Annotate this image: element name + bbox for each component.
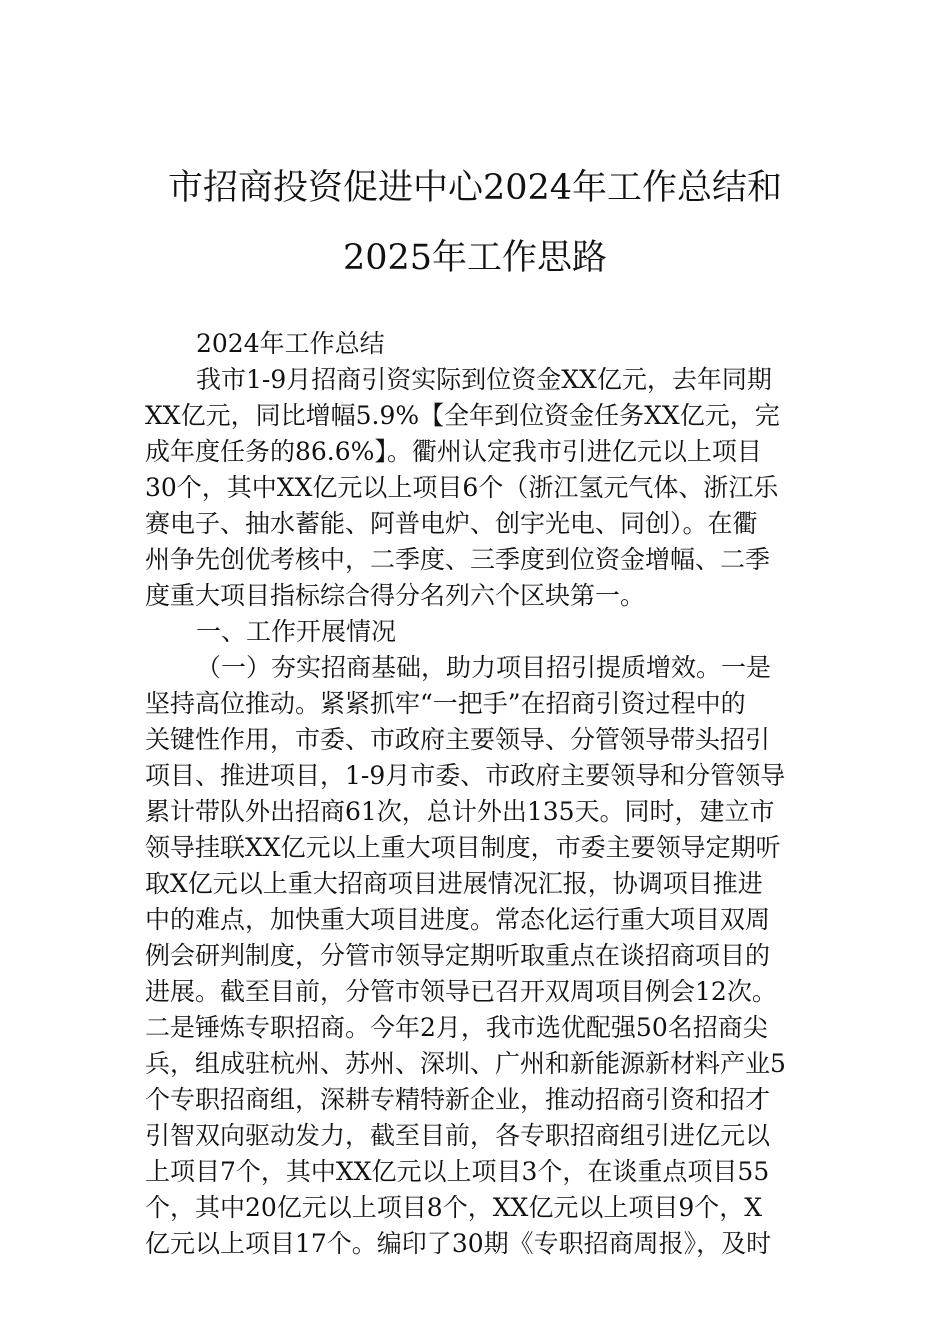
paragraph-line: 取X亿元以上重大招商项目进展情况汇报，协调项目推进 xyxy=(145,869,763,898)
paragraph-line: 个，其中20亿元以上项目8个，XX亿元以上项目9个，X xyxy=(145,1193,763,1222)
paragraph-line: 上项目7个，其中XX亿元以上项目3个，在谈重点项目55 xyxy=(145,1157,770,1186)
paragraph-line: XX亿元，同比增幅5.9%【全年到位资金任务XX亿元，完 xyxy=(145,401,780,430)
paragraph-line: 度重大项目指标综合得分名列六个区块第一。 xyxy=(145,581,646,610)
paragraph-line: 我市1-9月招商引资实际到位资金XX亿元，去年同期 xyxy=(196,365,772,394)
section-heading-summary: 2024年工作总结 xyxy=(196,329,385,358)
document-title-line-2: 2025年工作思路 xyxy=(342,238,608,278)
paragraph-line: 二是锤炼专职招商。今年2月，我市选优配强50名招商尖 xyxy=(145,1013,768,1042)
document-title-line-1: 市招商投资促进中心2024年工作总结和 xyxy=(167,168,783,208)
paragraph-line: 领导挂联XX亿元以上重大项目制度，市委主要领导定期听 xyxy=(145,833,781,862)
paragraph-line: 坚持高位推动。紧紧抓牢“一把手”在招商引资过程中的 xyxy=(145,689,746,718)
paragraph-line: 兵，组成驻杭州、苏州、深圳、广州和新能源新材料产业5 xyxy=(145,1049,786,1078)
paragraph-line: 引智双向驱动发力，截至目前，各专职招商组引进亿元以 xyxy=(145,1121,771,1150)
paragraph-line: 州争先创优考核中，二季度、三季度到位资金增幅、二季 xyxy=(145,545,771,574)
paragraph-line: 中的难点，加快重大项目进度。常态化运行重大项目双周 xyxy=(145,905,771,934)
paragraph-line: 成年度任务的86.6%】。衢州认定我市引进亿元以上项目 xyxy=(145,437,762,466)
section-heading-work: 一、工作开展情况 xyxy=(196,617,397,646)
paragraph-line: 关键性作用，市委、市政府主要领导、分管领导带头招引 xyxy=(145,725,771,754)
paragraph-line: 例会研判制度，分管市领导定期听取重点在谈招商项目的 xyxy=(145,941,771,970)
document-body xyxy=(145,326,810,1262)
paragraph-line: 进展。截至目前，分管市领导已召开双周项目例会12次。 xyxy=(145,977,777,1006)
paragraph-line: 累计带队外出招商61次，总计外出135天。同时，建立市 xyxy=(145,797,775,826)
paragraph-line: 赛电子、抽水蓄能、阿普电炉、创宇光电、同创）。在衢 xyxy=(145,509,758,538)
paragraph-line: 30个，其中XX亿元以上项目6个（浙江氢元气体、浙江乐 xyxy=(145,473,779,502)
paragraph-line: 亿元以上项目17个。编印了30期《专职招商周报》，及时 xyxy=(145,1229,772,1258)
paragraph-line: （一）夯实招商基础，助力项目招引提质增效。一是 xyxy=(196,653,772,682)
paragraph-line: 项目、推进项目，1-9月市委、市政府主要领导和分管领导 xyxy=(145,761,786,790)
paragraph-line: 个专职招商组，深耕专精特新企业，推动招商引资和招才 xyxy=(145,1085,771,1114)
